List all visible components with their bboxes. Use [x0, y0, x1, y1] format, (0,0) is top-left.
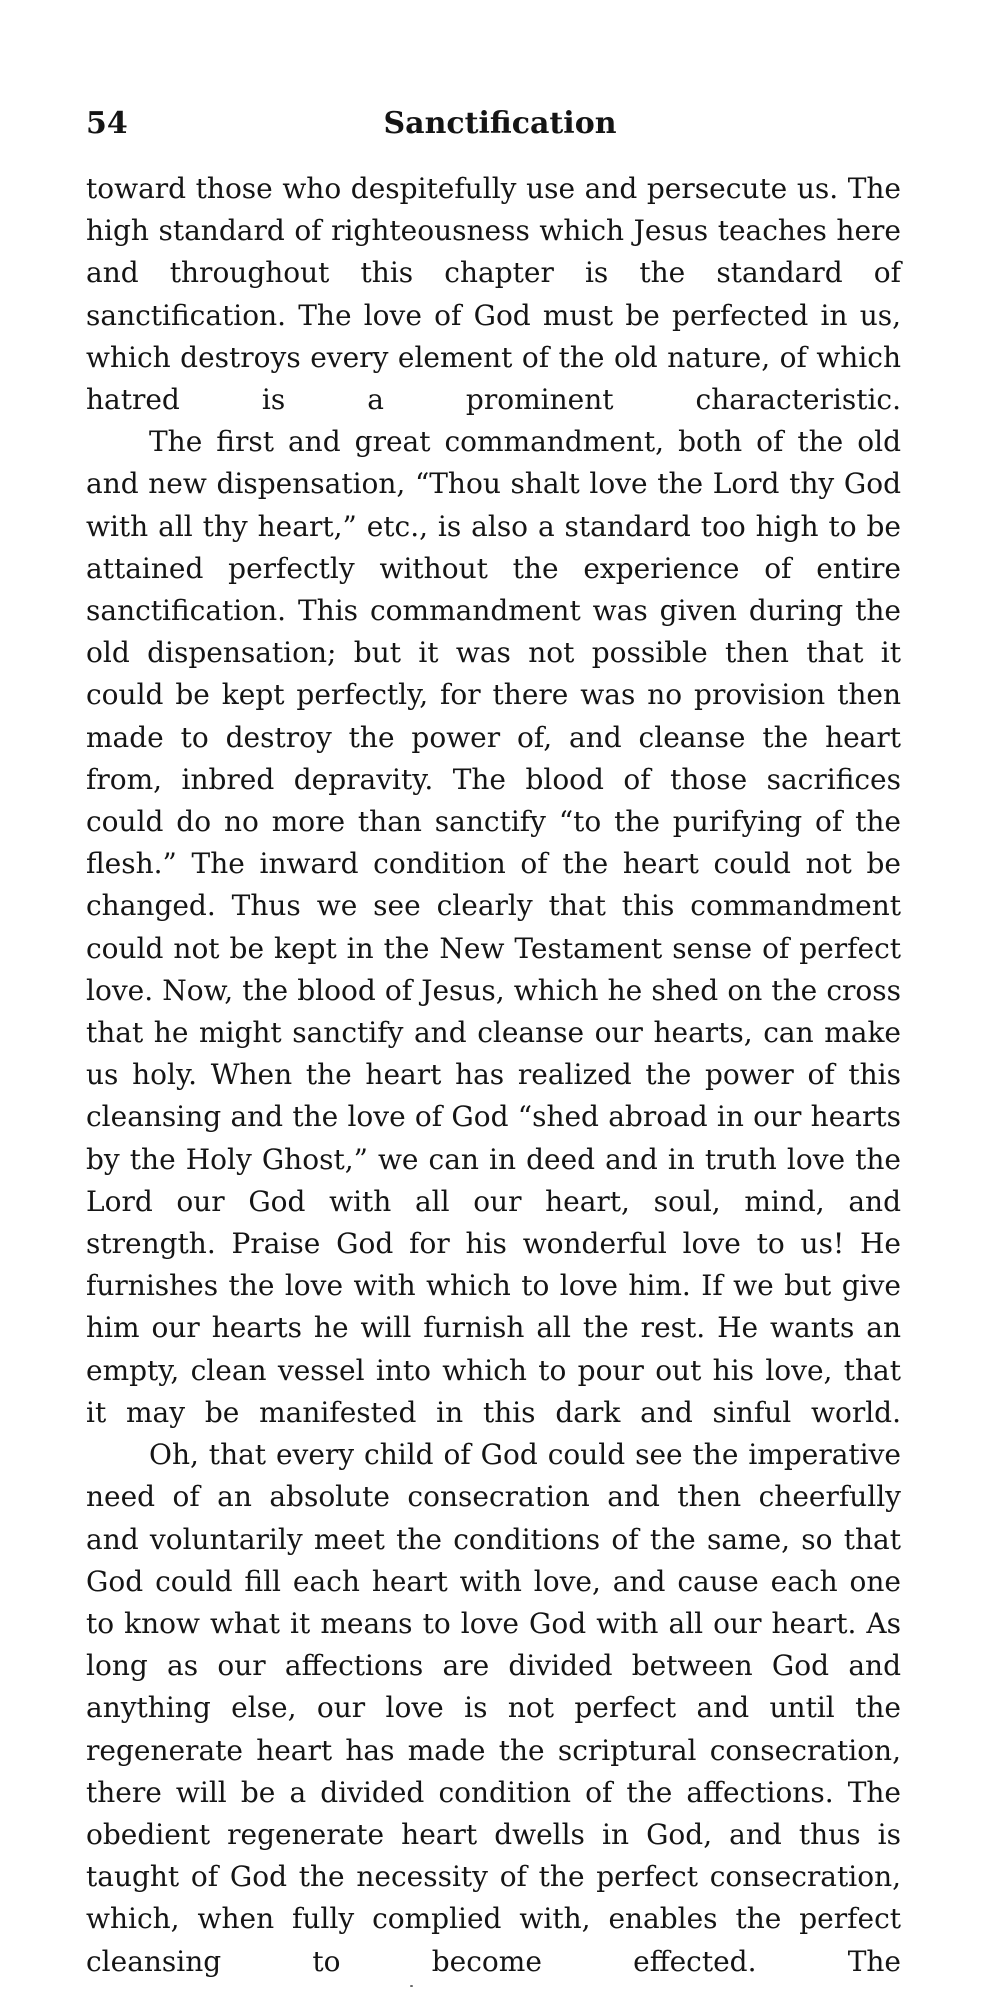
page-number: 54	[86, 106, 128, 141]
page-speck	[410, 1985, 413, 1987]
paragraph-1: toward those who despitefully use and persecute us. The high standard of righteousness which Jesus teaches here and throughout this chapter is the standard of sanctification. The love of God must be perfected in us, which destroys every element of the old nature, of which hatred is a prominent characteristic.	[86, 172, 901, 417]
running-title: Sanctification	[383, 106, 617, 141]
paragraph-3: Oh, that every child of God could see the imperative need of an absolute consecration and then cheerfully and voluntarily meet the conditions of the same, so that God could fill each heart with love, and cause each one to know what it means to love God with all our heart. As long as our affections are divided between God and anything else, our love is not perfect and until the regenerate heart has made the scriptural consecration, there will be a divided condition of the affections. The obedient regenerate heart dwells in God, and thus is taught of God the necessity of the perfect consecration, which, when fully complied with, enables the perfect cleansing to become effected. The	[86, 1438, 901, 1978]
body-text	[86, 168, 901, 1983]
paragraph-2: The first and great commandment, both of the old and new dispensation, “Thou shalt love the Lord thy God with all thy heart,” etc., is also a standard too high to be attained perfectly without the experience of entire sanctification. This commandment was given during the old dispensation; but it was not possible then that it could be kept perfectly, for there was no provision then made to destroy the power of, and cleanse the heart from, inbred depravity. The blood of those sacrifices could do no more than sanctify “to the purifying of the flesh.” The inward condition of the heart could not be changed. Thus we see clearly that this commandment could not be kept in the New Testament sense of perfect love. Now, the blood of Jesus, which he shed on the cross that he might sanctify and cleanse our hearts, can make us holy. When the heart has realized the power of this cleansing and the love of God “shed abroad in our hearts by the Holy Ghost,” we can in deed and in truth love the Lord our God with all our heart, soul, mind, and strength. Praise God for his wonderful love to us! He furnishes the love with which to love him. If we but give him our hearts he will furnish all the rest. He wants an empty, clean vessel into which to pour out his love, that it may be manifested in this dark and sinful world.	[86, 425, 901, 1429]
page-header	[86, 104, 914, 144]
